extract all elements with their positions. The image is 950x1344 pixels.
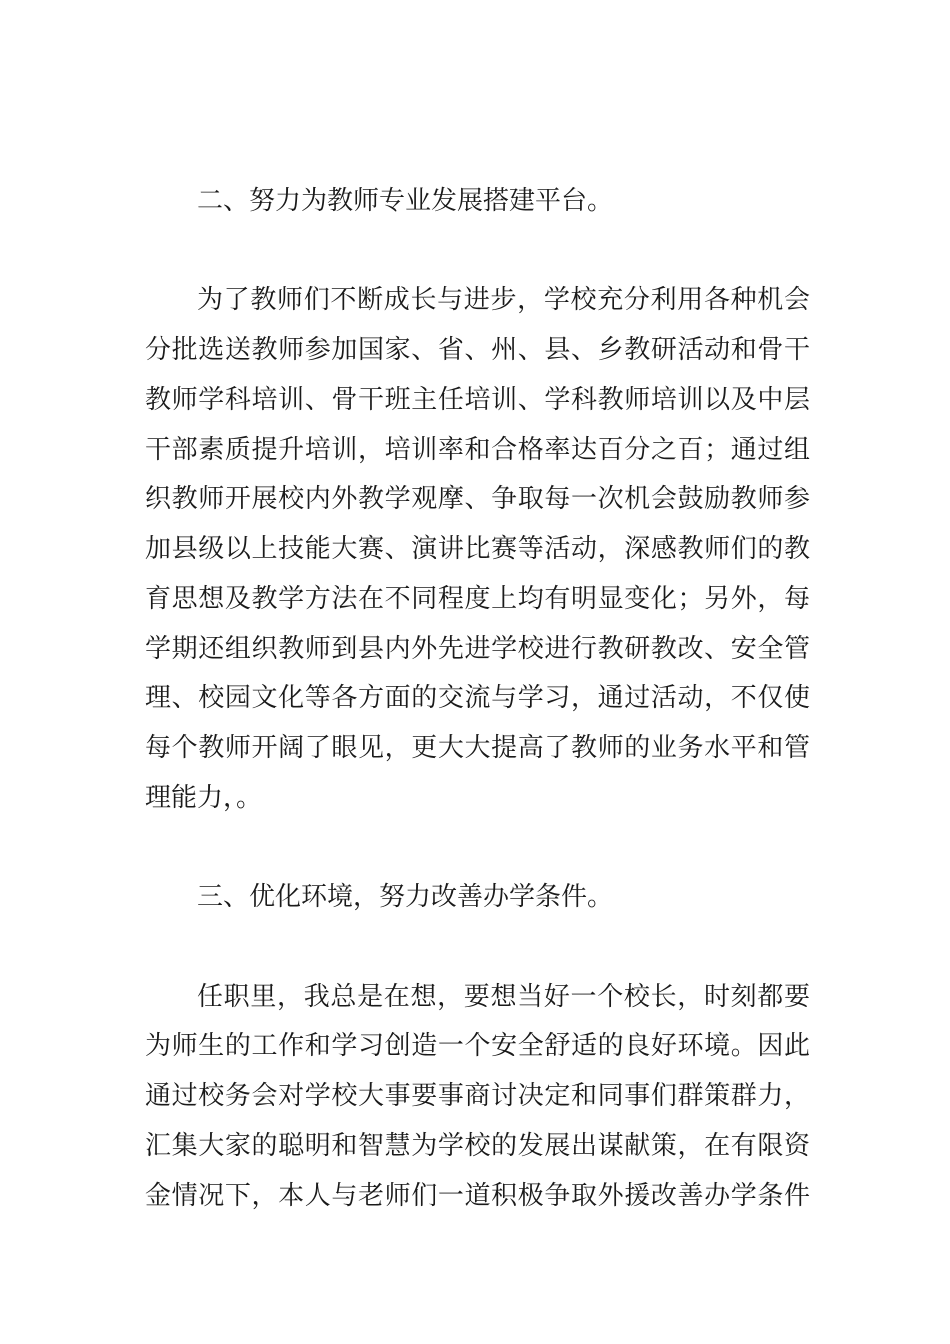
paragraph-line: 育思想及教学方法在不同程度上均有明显变化；另外，每 (145, 584, 810, 614)
paragraph-line: 织教师开展校内外教学观摩、争取每一次机会鼓励教师参 (145, 484, 810, 514)
paragraph-line: 汇集大家的聪明和智慧为学校的发展出谋献策，在有限资 (145, 1131, 810, 1161)
paragraph-line: 教师学科培训、骨干班主任培训、学科教师培训以及中层 (145, 385, 810, 415)
paragraph-line: 为了教师们不断成长与进步，学校充分利用各种机会 (197, 285, 810, 315)
paragraph-line: 理能力，。 (145, 783, 263, 813)
paragraph-line: 干部素质提升培训，培训率和合格率达百分之百；通过组 (145, 435, 810, 465)
section-heading-3: 三、优化环境，努力改善办学条件。 (197, 882, 614, 912)
paragraph-line: 加县级以上技能大赛、演讲比赛等活动，深感教师们的教 (145, 534, 810, 564)
paragraph-line: 为师生的工作和学习创造一个安全舒适的良好环境。因此 (145, 1031, 810, 1061)
section-heading-2: 二、努力为教师专业发展搭建平台。 (197, 186, 614, 216)
paragraph-line: 通过校务会对学校大事要事商讨决定和同事们群策群力， (145, 1081, 810, 1111)
paragraph-line: 任职里，我总是在想，要想当好一个校长，时刻都要 (197, 982, 810, 1012)
paragraph-line: 学期还组织教师到县内外先进学校进行教研教改、安全管 (145, 634, 810, 664)
paragraph-line: 理、校园文化等各方面的交流与学习，通过活动，不仅使 (145, 683, 810, 713)
paragraph-line: 每个教师开阔了眼见，更大大提高了教师的业务水平和管 (145, 733, 810, 763)
paragraph-line: 金情况下，本人与老师们一道积极争取外援改善办学条件 (145, 1181, 810, 1211)
paragraph-line: 分批选送教师参加国家、省、州、县、乡教研活动和骨干 (145, 335, 810, 365)
